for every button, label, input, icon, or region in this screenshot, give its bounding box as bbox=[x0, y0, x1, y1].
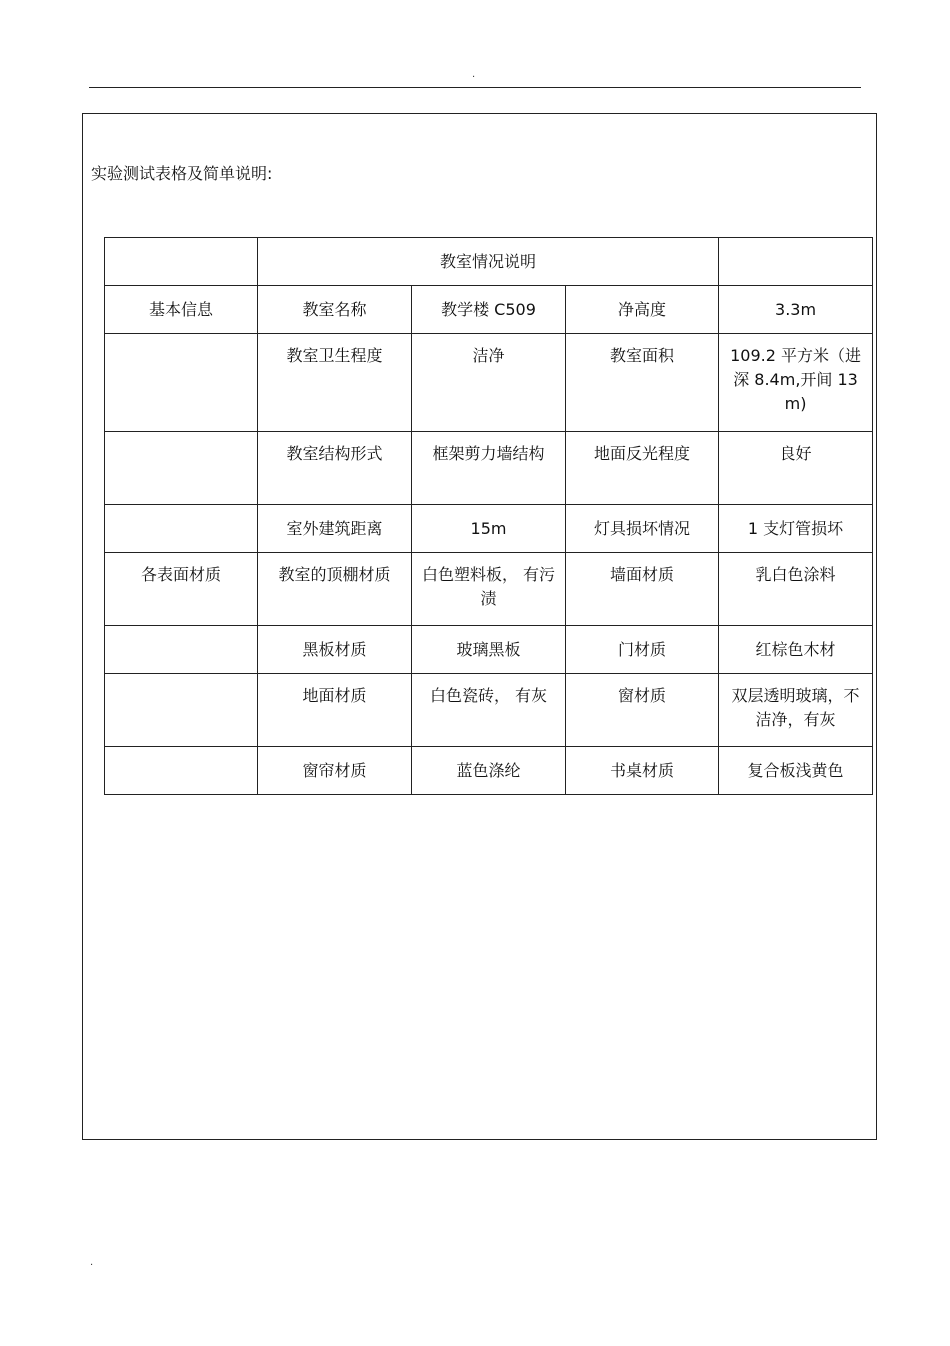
row-group-label: 基本信息 bbox=[105, 286, 258, 334]
row-label: 教室名称 bbox=[258, 286, 412, 334]
row-label: 教室结构形式 bbox=[258, 432, 412, 505]
row-value: 红棕色木材 bbox=[719, 626, 873, 674]
row-label: 地面材质 bbox=[258, 674, 412, 747]
row-label: 灯具损坏情况 bbox=[566, 505, 719, 553]
row-value: 109.2 平方米（进深 8.4m,开间 13m) bbox=[719, 334, 873, 432]
table-title-row bbox=[105, 238, 873, 286]
row-group-label bbox=[105, 626, 258, 674]
row-value: 蓝色涤纶 bbox=[412, 747, 566, 795]
row-label: 门材质 bbox=[566, 626, 719, 674]
row-value: 教学楼 C509 bbox=[412, 286, 566, 334]
table-row bbox=[105, 626, 873, 674]
row-label: 墙面材质 bbox=[566, 553, 719, 626]
row-group-label bbox=[105, 432, 258, 505]
row-label: 窗材质 bbox=[566, 674, 719, 747]
table-row bbox=[105, 505, 873, 553]
header-rule bbox=[89, 87, 861, 88]
row-value: 复合板浅黄色 bbox=[719, 747, 873, 795]
table-cell bbox=[105, 238, 258, 286]
row-value: 15m bbox=[412, 505, 566, 553]
row-value: 3.3m bbox=[719, 286, 873, 334]
row-value: 双层透明玻璃，不洁净，有灰 bbox=[719, 674, 873, 747]
row-value: 洁净 bbox=[412, 334, 566, 432]
table-row bbox=[105, 674, 873, 747]
footer-mark: . bbox=[90, 1257, 94, 1268]
row-group-label bbox=[105, 674, 258, 747]
header-mark: . bbox=[472, 69, 476, 80]
row-label: 窗帘材质 bbox=[258, 747, 412, 795]
row-value: 乳白色涂料 bbox=[719, 553, 873, 626]
table-row bbox=[105, 334, 873, 432]
row-group-label bbox=[105, 334, 258, 432]
row-group-label bbox=[105, 505, 258, 553]
table-row bbox=[105, 553, 873, 626]
row-label: 黑板材质 bbox=[258, 626, 412, 674]
row-group-label: 各表面材质 bbox=[105, 553, 258, 626]
row-label: 教室卫生程度 bbox=[258, 334, 412, 432]
row-value: 良好 bbox=[719, 432, 873, 505]
table-title: 教室情况说明 bbox=[258, 238, 719, 286]
row-label: 书桌材质 bbox=[566, 747, 719, 795]
row-value: 玻璃黑板 bbox=[412, 626, 566, 674]
row-value: 框架剪力墙结构 bbox=[412, 432, 566, 505]
row-label: 室外建筑距离 bbox=[258, 505, 412, 553]
row-value: 白色瓷砖， 有灰 bbox=[412, 674, 566, 747]
table-row bbox=[105, 432, 873, 505]
row-label: 净高度 bbox=[566, 286, 719, 334]
row-label: 教室面积 bbox=[566, 334, 719, 432]
table-row bbox=[105, 286, 873, 334]
row-label: 教室的顶棚材质 bbox=[258, 553, 412, 626]
row-value: 白色塑料板， 有污渍 bbox=[412, 553, 566, 626]
row-value: 1 支灯管损坏 bbox=[719, 505, 873, 553]
intro-text: 实验测试表格及简单说明: bbox=[91, 164, 273, 183]
table-cell bbox=[719, 238, 873, 286]
row-group-label bbox=[105, 747, 258, 795]
row-label: 地面反光程度 bbox=[566, 432, 719, 505]
classroom-info-table bbox=[104, 237, 873, 795]
table-row bbox=[105, 747, 873, 795]
